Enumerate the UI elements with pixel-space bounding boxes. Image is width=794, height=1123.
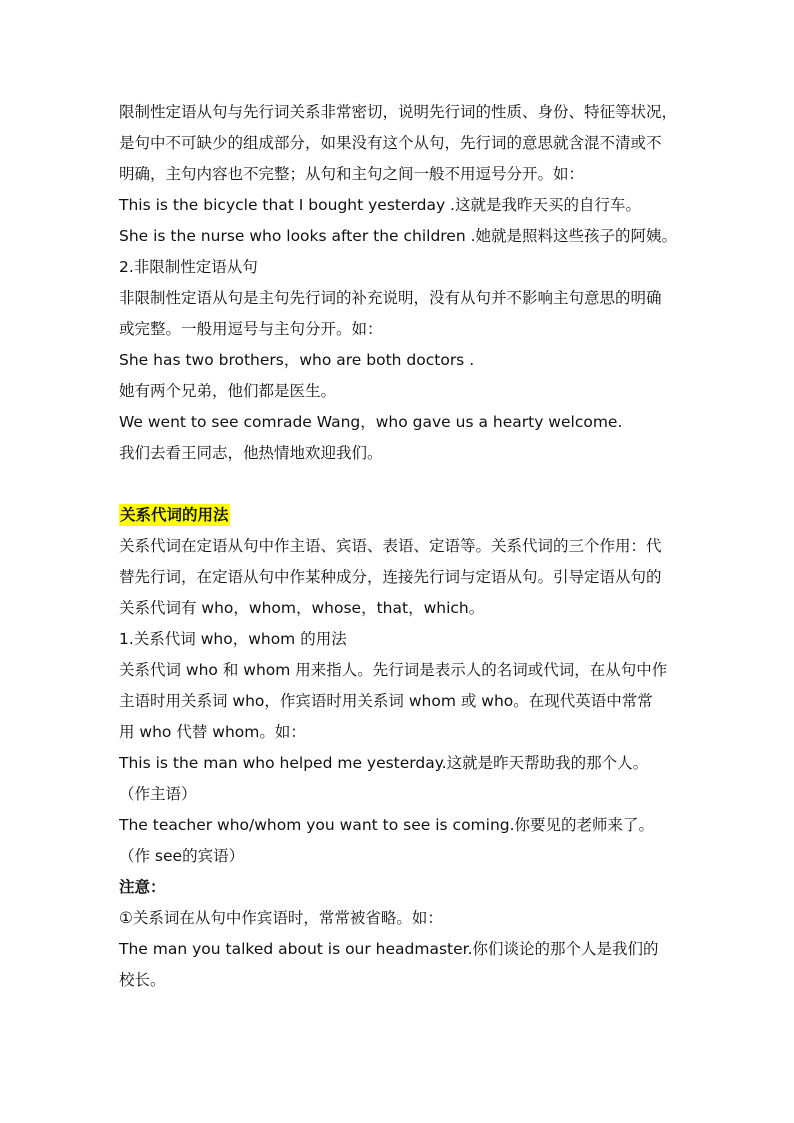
annotation-line: （作 see的宾语）: [119, 847, 245, 865]
text-line: 关系代词 who 和 whom 用来指人。先行词是表示人的名词或代词，在从句中作: [119, 661, 668, 679]
example-line: We went to see comrade Wang，who gave us a hearty welcome.: [119, 413, 623, 431]
text-line: 明确，主句内容也不完整；从句和主句之间一般不用逗号分开。如：: [119, 165, 585, 183]
example-line: She is the nurse who looks after the children .她就是照料这些孩子的阿姨。: [119, 227, 678, 245]
example-line: This is the man who helped me yesterday.这就是昨天帮助我的那个人。: [119, 754, 649, 772]
section-heading-row: [119, 500, 689, 531]
example-line: She has two brothers，who are both doctors .: [119, 351, 475, 369]
text-line: 用 who 代替 whom。如：: [119, 723, 306, 741]
text-line: 或完整。一般用逗号与主句分开。如：: [119, 320, 383, 338]
text-line: 限制性定语从句与先行词关系非常密切，说明先行词的性质、身份、特征等状况，: [119, 103, 678, 121]
example-line: The teacher who/whom you want to see is coming.你要见的老师来了。: [119, 816, 655, 834]
example-line: The man you talked about is our headmaster.你们谈论的那个人是我们的: [119, 940, 659, 958]
translation-line: 她有两个兄弟，他们都是医生。: [119, 382, 337, 400]
text-line: 主语时用关系词 who，作宾语时用关系词 whom 或 who。在现代英语中常常: [119, 692, 653, 710]
text-line: 替先行词，在定语从句中作某种成分，连接先行词与定语从句。引导定语从句的: [119, 568, 662, 586]
example-line: This is the bicycle that I bought yesterday .这就是我昨天买的自行车。: [119, 196, 641, 214]
subheading-line: 1.关系代词 who，whom 的用法: [119, 630, 347, 648]
text-line: ①关系词在从句中作宾语时，常常被省略。如：: [119, 909, 443, 927]
annotation-line: （作主语）: [119, 785, 197, 803]
subheading-line: 2.非限制性定语从句: [119, 258, 258, 276]
note-label: 注意：: [119, 878, 166, 896]
text-line: 是句中不可缺少的组成部分，如果没有这个从句，先行词的意思就含混不清或不: [119, 134, 662, 152]
translation-line: 我们去看王同志，他热情地欢迎我们。: [119, 444, 383, 462]
text-line: 关系代词有 who，whom，whose，that，which。: [119, 599, 485, 617]
blank-line: [119, 469, 689, 500]
text-line: 非限制性定语从句是主句先行词的补充说明，没有从句并不影响主句意思的明确: [119, 289, 662, 307]
document-page: [119, 97, 689, 996]
section-heading: 关系代词的用法: [120, 506, 229, 524]
text-line: 校长。: [119, 971, 166, 989]
text-line: 关系代词在定语从句中作主语、宾语、表语、定语等。关系代词的三个作用：代: [119, 537, 662, 555]
